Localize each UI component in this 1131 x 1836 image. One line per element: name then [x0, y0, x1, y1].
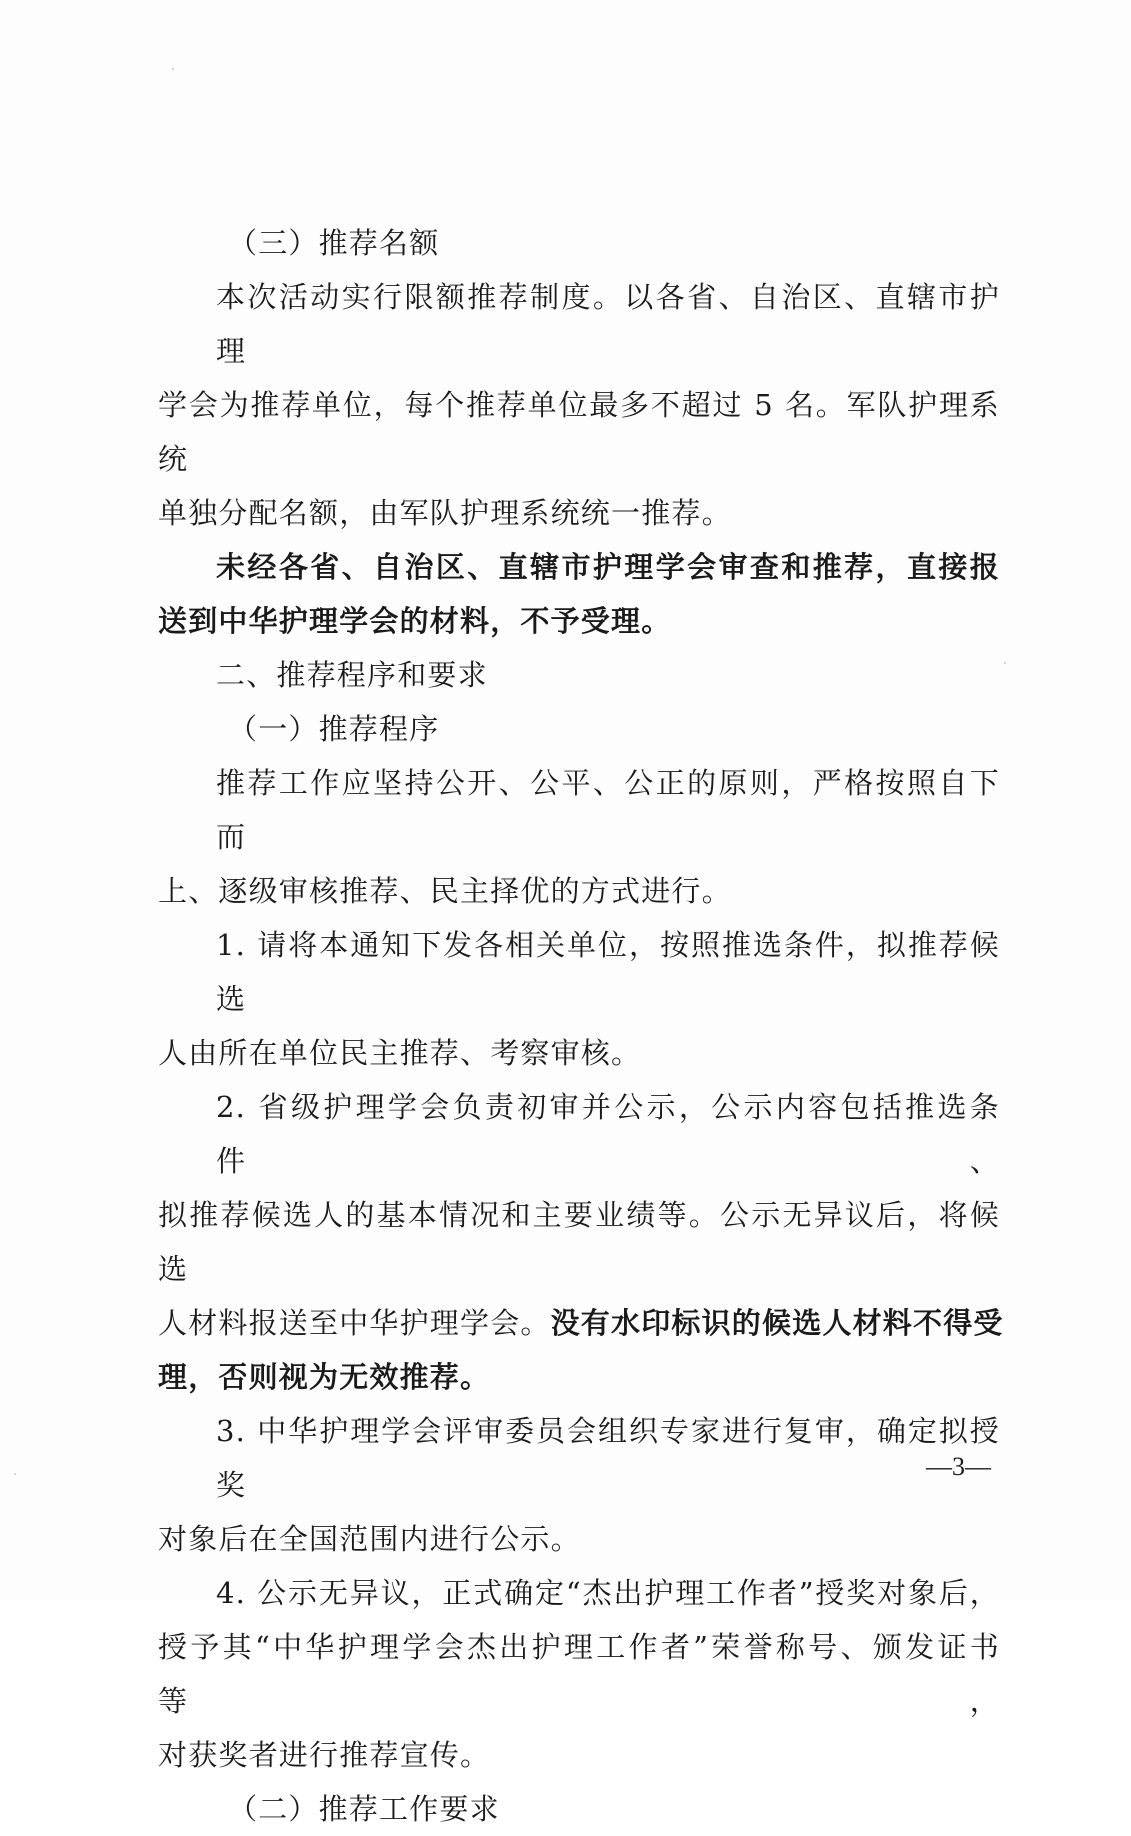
paragraph-principle: [158, 756, 1000, 918]
paragraph-line: 单独分配名额，由军队护理系统统一推荐。: [158, 496, 732, 530]
list-item-1: [158, 918, 1000, 1080]
paragraph-line: 拟推荐候选人的基本情况和主要业绩等。公示无异议后，将候选: [158, 1198, 1000, 1286]
paragraph-line-mixed: [158, 1296, 1004, 1350]
paragraph-line: 对象后在全国范围内进行公示。: [158, 1522, 581, 1556]
section-heading-quota: （三）推荐名额: [228, 226, 440, 260]
paragraph-line: 3. 中华护理学会评审委员会组织专家进行复审，确定拟授奖: [216, 1414, 1000, 1502]
list-item-2: [158, 1080, 1004, 1404]
paragraph-line: 2. 省级护理学会负责初审并公示，公示内容包括推选条件、: [216, 1090, 1000, 1178]
paragraph-line: 学会为推荐单位，每个推荐单位最多不超过 5 名。军队护理系统: [158, 388, 1000, 476]
scan-speck: [14, 1473, 16, 1475]
paragraph-text: 人材料报送至中华护理学会。: [158, 1306, 551, 1340]
scan-speck: [1004, 662, 1006, 664]
paragraph-line-bold: 送到中华护理学会的材料，不予受理。: [158, 604, 672, 638]
chapter-heading-procedure: 二、推荐程序和要求: [216, 658, 488, 692]
paragraph-line: 人由所在单位民主推荐、考察审核。: [158, 1036, 642, 1070]
subsection-heading-procedure: （一）推荐程序: [228, 712, 440, 746]
document-body: [158, 216, 1004, 1836]
paragraph-notice: [158, 540, 1000, 648]
paragraph-line: 1. 请将本通知下发各相关单位，按照推选条件，拟推荐候选: [216, 928, 1000, 1016]
subsection-heading-requirements: （二）推荐工作要求: [228, 1792, 500, 1826]
paragraph-line: 本次活动实行限额推荐制度。以各省、自治区、直辖市护理: [216, 280, 1000, 368]
paragraph-line: 4. 公示无异议，正式确定“杰出护理工作者”授奖对象后，: [216, 1576, 1000, 1610]
paragraph-line: 对获奖者进行推荐宣传。: [158, 1738, 491, 1772]
paragraph-line-bold: 未经各省、自治区、直辖市护理学会审查和推荐，直接报: [216, 550, 1000, 584]
list-item-4: [158, 1566, 1000, 1782]
paragraph-line: 推荐工作应坚持公开、公平、公正的原则，严格按照自下而: [216, 766, 1000, 854]
paragraph-line-bold: 理，否则视为无效推荐。: [158, 1360, 491, 1394]
scan-speck: [172, 68, 174, 70]
page-number: —3—: [926, 1452, 991, 1481]
paragraph-line: 上、逐级审核推荐、民主择优的方式进行。: [158, 874, 732, 908]
paragraph-quota: [158, 270, 1000, 540]
paragraph-line: 授予其“中华护理学会杰出护理工作者”荣誉称号、颁发证书等，: [158, 1630, 1000, 1718]
paragraph-text-bold: 没有水印标识的候选人材料不得受: [550, 1306, 1004, 1340]
list-item-3: [158, 1404, 1000, 1566]
